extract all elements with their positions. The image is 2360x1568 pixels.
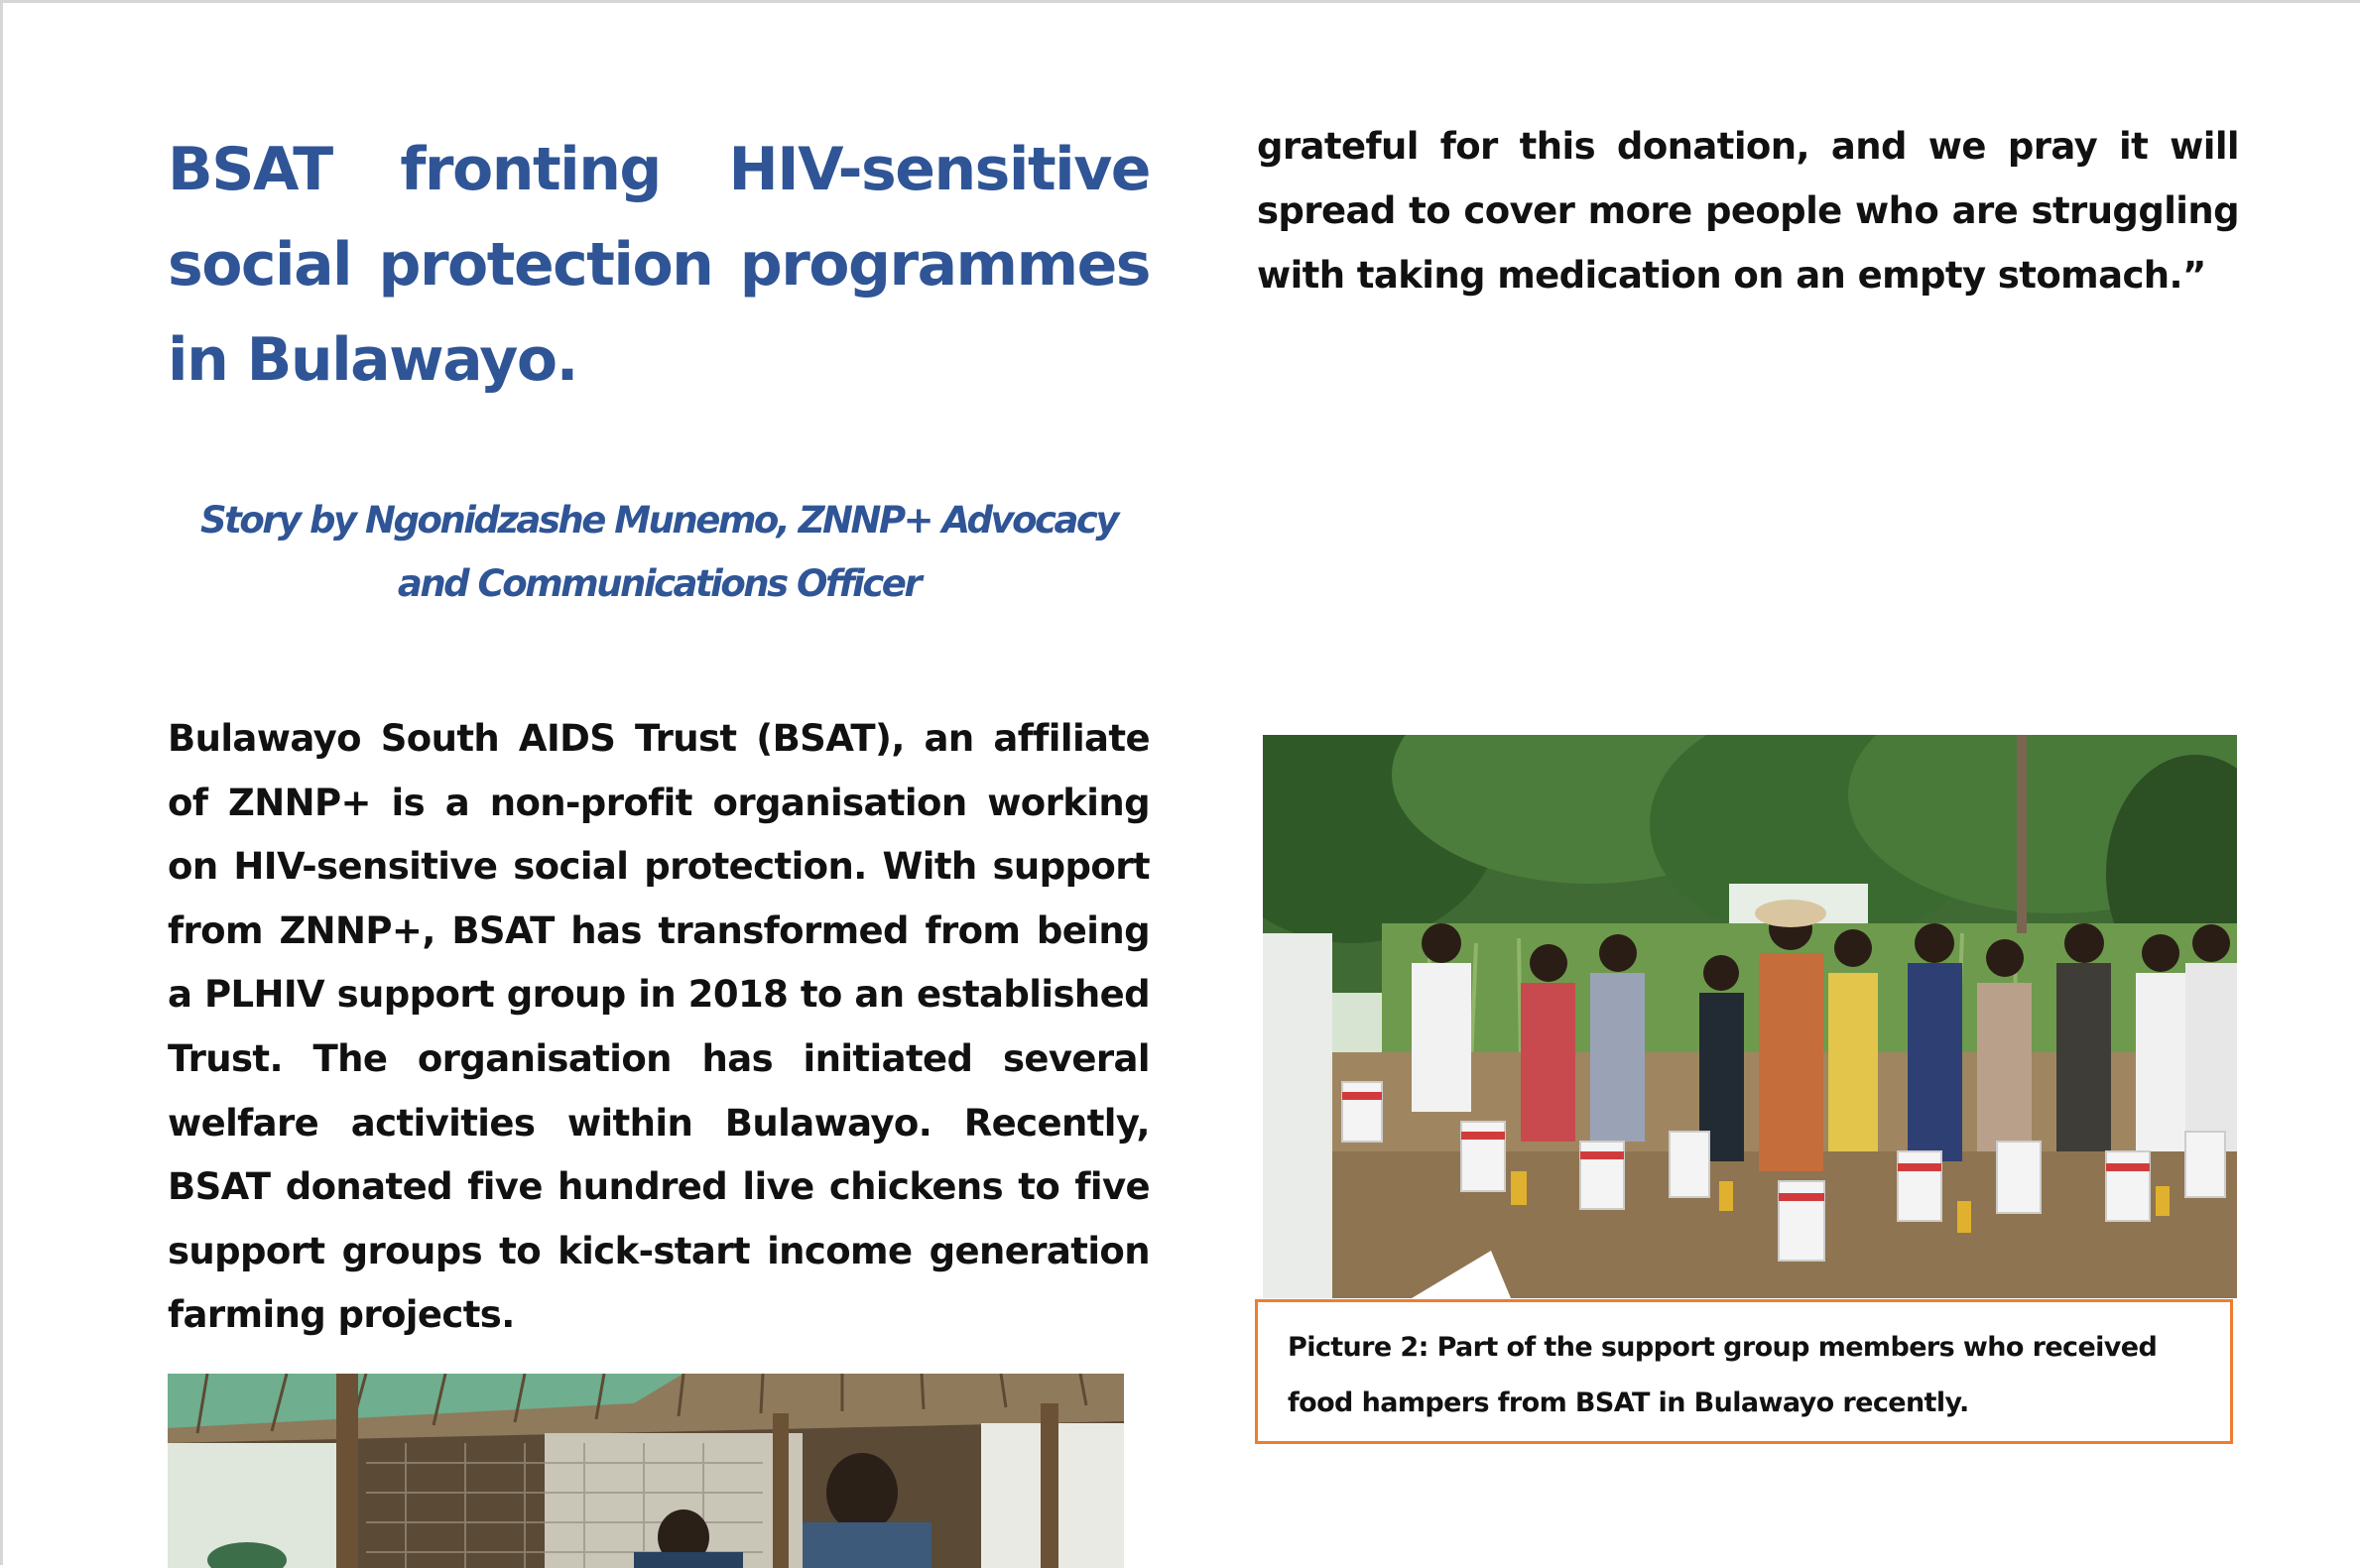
picture-2-caption-box: [1255, 1299, 2233, 1444]
article-title: BSAT fronting HIV-sensitive social protection programmes in Bulawayo.: [168, 135, 1150, 395]
byline-line-2: and Communications Officer: [397, 562, 921, 605]
article-body-right: grateful for this donation, and we pray it will spread to cover more people who are struggling with taking medication on an empty stomach.”: [1257, 125, 2239, 297]
byline-line-1: Story by Ngonidzashe Munemo, ZNNP+ Advocacy: [200, 499, 1117, 542]
picture-2-caption: Picture 2: Part of the support group members who received food hampers from BSAT in Bulawayo recently.: [1288, 1332, 2158, 1418]
chicken-shelter-photo: [168, 1374, 1124, 1568]
article-body-left: Bulawayo South AIDS Trust (BSAT), an affiliate of ZNNP+ is a non-profit organisation working on HIV-sensitive social protection. With support from ZNNP+, BSAT has transformed from being a PLHIV support group in 2018 to an established Trust. The organisation has initiated several welfare activities within Bulawayo. Recently, BSAT donated five hundred live chickens to five support groups to kick-start income generation farming projects.: [168, 717, 1150, 1337]
article-byline: [168, 489, 1150, 616]
food-hampers-photo: [1263, 735, 2237, 1298]
